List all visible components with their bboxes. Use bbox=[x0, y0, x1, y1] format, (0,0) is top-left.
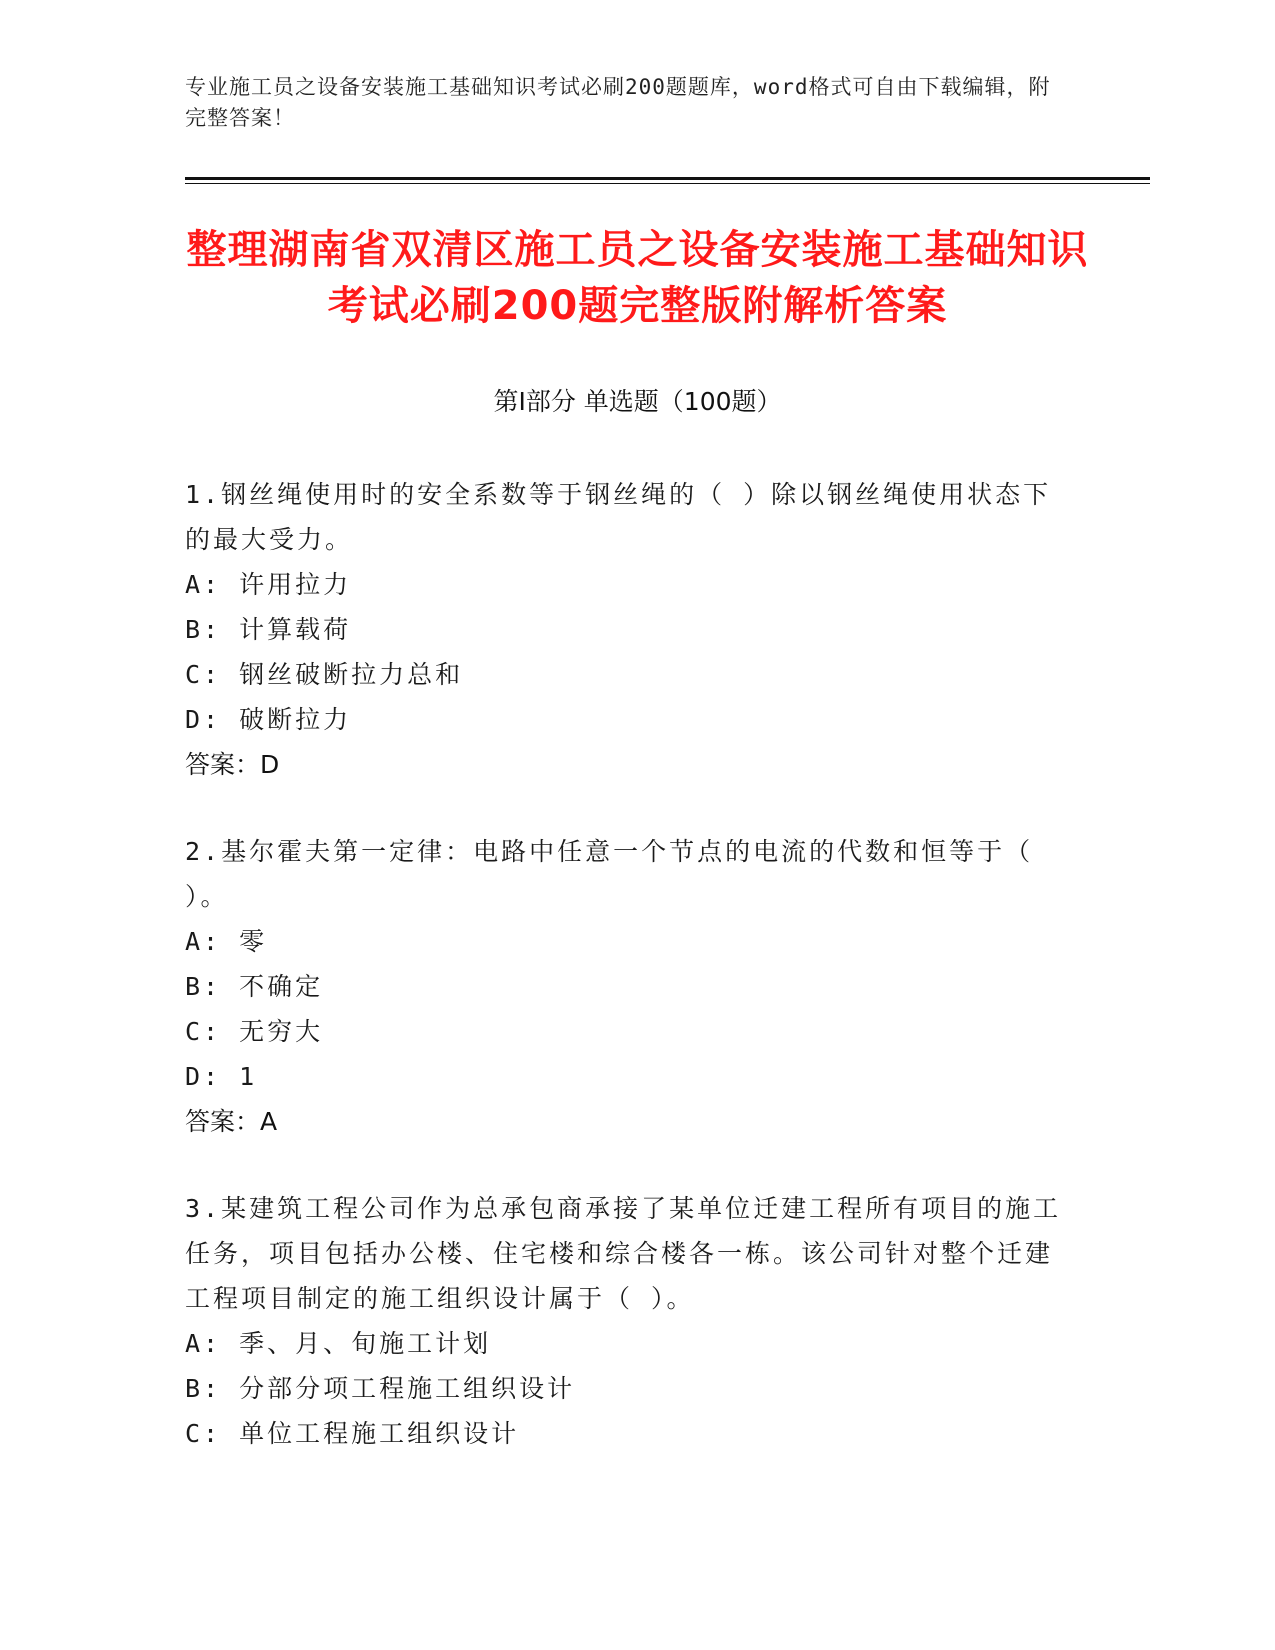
question-list bbox=[185, 472, 1065, 1498]
option-a: A: 季、月、旬施工计划 bbox=[185, 1329, 492, 1358]
option-c: C: 钢丝破断拉力总和 bbox=[185, 660, 464, 689]
option-b: B: 计算载荷 bbox=[185, 615, 352, 644]
option-a: A: 零 bbox=[185, 927, 268, 956]
question-2 bbox=[185, 829, 1065, 1144]
answer: 答案：A bbox=[185, 1107, 278, 1136]
question-3 bbox=[185, 1186, 1065, 1456]
question-1 bbox=[185, 472, 1065, 787]
header-divider-thin bbox=[185, 183, 1150, 184]
option-c: C: 无穷大 bbox=[185, 1017, 324, 1046]
answer: 答案：D bbox=[185, 750, 280, 779]
document-title: 整理湖南省双清区施工员之设备安装施工基础知识考试必刷200题完整版附解析答案 bbox=[186, 227, 1089, 329]
section-heading: 第Ⅰ部分 单选题（100题） bbox=[493, 387, 782, 416]
question-text: 3.某建筑工程公司作为总承包商承接了某单位迁建工程所有项目的施工任务，项目包括办公楼、住宅楼和综合楼各一栋。该公司针对整个迁建工程项目制定的施工组织设计属于（ ）。 bbox=[185, 1194, 1062, 1313]
option-b: B: 分部分项工程施工组织设计 bbox=[185, 1374, 576, 1403]
question-text: 2.基尔霍夫第一定律：电路中任意一个节点的电流的代数和恒等于（ ）。 bbox=[185, 837, 1034, 911]
option-c: C: 单位工程施工组织设计 bbox=[185, 1419, 520, 1448]
option-a: A: 许用拉力 bbox=[185, 570, 352, 599]
header-divider-thick bbox=[185, 177, 1150, 180]
option-d: D: 1 bbox=[185, 1062, 258, 1091]
question-text: 1.钢丝绳使用时的安全系数等于钢丝绳的（ ）除以钢丝绳使用状态下的最大受力。 bbox=[185, 480, 1052, 554]
option-d: D: 破断拉力 bbox=[185, 705, 352, 734]
option-b: B: 不确定 bbox=[185, 972, 324, 1001]
header-note: 专业施工员之设备安装施工基础知识考试必刷200题题库，word格式可自由下载编辑，附完整答案！ bbox=[185, 75, 1051, 130]
